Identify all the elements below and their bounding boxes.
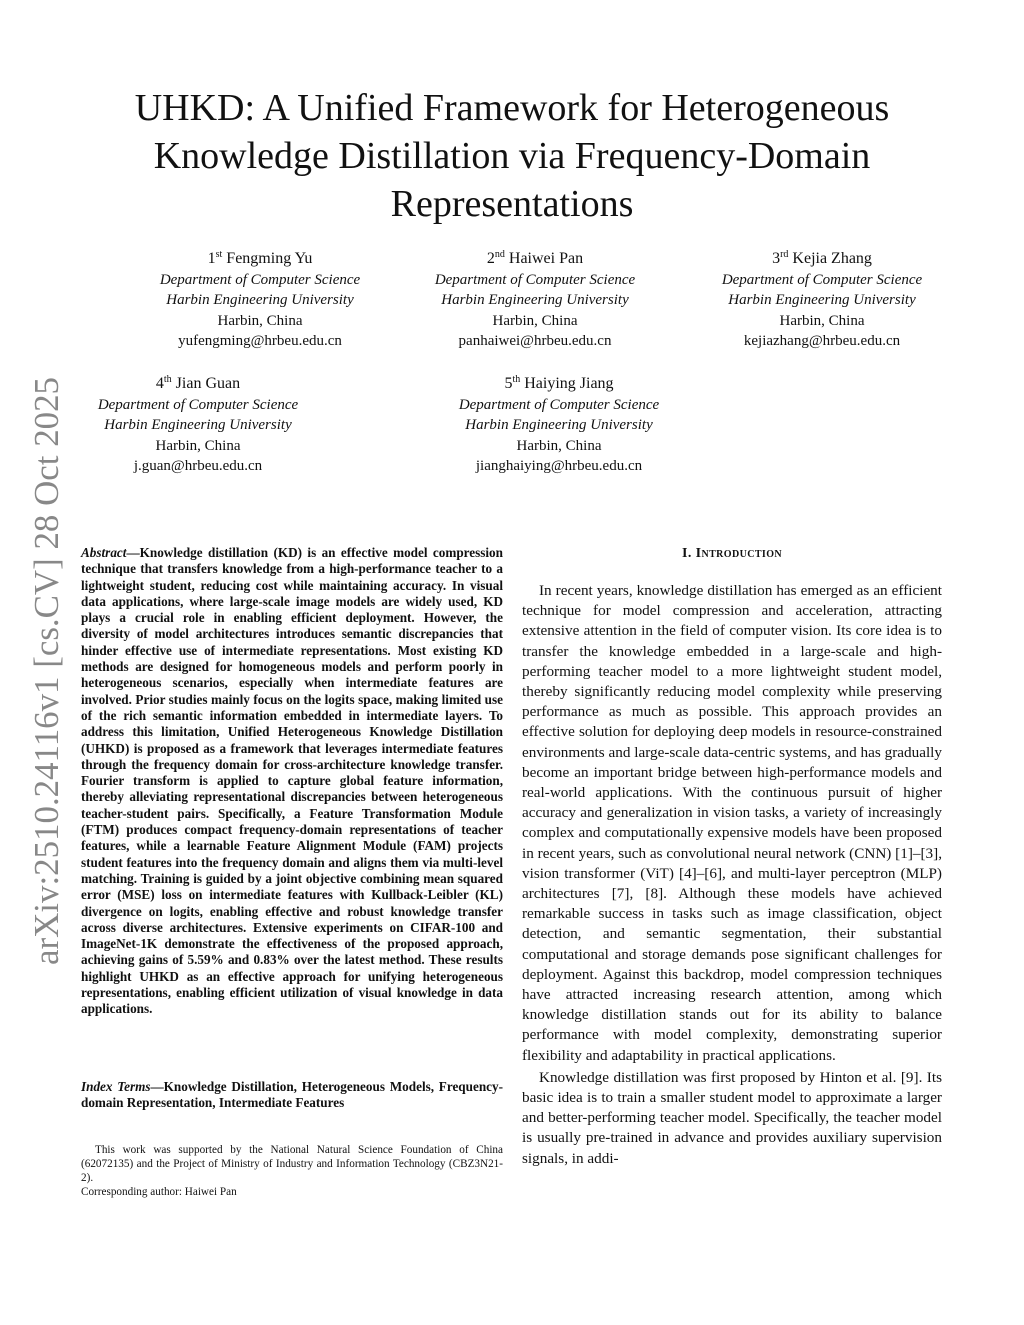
- index-terms-text: —Knowledge Distillation, Heterogeneous Models, Frequency-domain Representation, Intermediate Features: [81, 1079, 503, 1111]
- author-department: Department of Computer Science: [159, 271, 361, 288]
- author-block: [672, 249, 972, 352]
- section-title: Introduction: [695, 546, 783, 561]
- footnote-corresponding-author: Corresponding author: Haiwei Pan: [81, 1186, 237, 1198]
- author-university: Harbin Engineering University: [441, 292, 629, 308]
- paper-title: [90, 84, 934, 228]
- author-university: Harbin Engineering University: [465, 417, 653, 433]
- author-department: Department of Computer Science: [458, 396, 660, 413]
- author-email: j.guan@hrbeu.edu.cn: [133, 458, 263, 474]
- author-university: Harbin Engineering University: [728, 292, 916, 308]
- arxiv-identifier-text: arXiv:2510.24116v1 [cs.CV] 28 Oct 2025: [27, 375, 66, 965]
- author-university: Harbin Engineering University: [104, 417, 292, 433]
- author-block: [385, 249, 685, 352]
- author-block: [110, 249, 410, 352]
- index-terms: [81, 1079, 503, 1112]
- author-block: [48, 374, 348, 477]
- section-numeral: I.: [681, 546, 696, 561]
- body-paragraph: In recent years, knowledge distillation has emerged as an efficient technique for model compression and acceleration, attracting extensive attention in the field of computer vision. Its core idea is to transfer the knowledge embedded in a large-scale and high-performing teacher model to a more lightweight student model, thereby significantly reducing model complexity while preserving performance as much as possible. This approach provides an effective solution for deploying deep models in resource-constrained environments and large-scale data-centric systems, and has gradually become an important bridge between high-performance models and real-world applications. With the continuous pursuit of higher accuracy and generalization in vision tasks, a variety of increasingly complex and computationally expensive models have been proposed in recent years, such as convolutional neural network (CNN) [1]–[3], vision transformer (ViT) [4]–[6], and multi-layer perceptron (MLP) architectures [7], [8]. Although these models have achieved remarkable success in tasks such as image classification, object detection, and semantic segmentation, their substantial computational and storage demands pose significant challenges for deployment. Against this backdrop, model compression techniques have attracted increasing research attention, among which knowledge distillation stands out for its ability to balance performance with model complexity, demonstrating superior flexibility and adaptability in practical applications.: [522, 582, 942, 1064]
- abstract-text: —Knowledge distillation (KD) is an effective model compression technique that transfers knowledge from a high-performance teacher to a lightweight student, reducing cost while maintaining accuracy. In visual data applications, where large-scale image models are widely used, KD plays a crucial role in enabling efficient deployment. However, the diversity of model architectures introduces semantic discrepancies that hinder effective use of intermediate representations. Most existing KD methods are designed for homogeneous models and perform poorly in heterogeneous scenarios, especially when intermediate features are involved. Prior studies mainly focus on the logits space, making limited use of the rich semantic information embedded in intermediate layers. To address this limitation, Unified Heterogeneous Knowledge Distillation (UHKD) is proposed as a framework that leverages intermediate features through the frequency domain for cross-architecture knowledge transfer. Fourier transform is applied to capture global feature information, thereby alleviating representational discrepancies between heterogeneous teacher-student pairs. Specifically, a Feature Transformation Module (FTM) produces compact frequency-domain representations of teacher features, while a learnable Feature Alignment Module (FAM) projects student features into the frequency domain and aligns them via multi-level matching. Training is guided by a joint objective combining mean squared error (MSE) loss on intermediate features with Kullback-Leibler (KL) divergence on logits, enabling effective and robust knowledge transfer across diverse architectures. Extensive experiments on CIFAR-100 and ImageNet-1K demonstrate the effectiveness of the proposed approach, achieving gains of 5.59% and 0.83% over the latest method. These results highlight UHKD as an effective approach for unifying heterogeneous representations, enabling efficient utilization of visual knowledge in data applications.: [81, 545, 503, 1017]
- footnote: [81, 1143, 503, 1199]
- author-university: Harbin Engineering University: [166, 292, 354, 308]
- title-line: Representations: [390, 183, 634, 225]
- section-heading-introduction: [522, 546, 942, 562]
- author-name: 2nd Haiwei Pan: [486, 249, 584, 267]
- title-line: Knowledge Distillation via Frequency-Domain: [153, 135, 871, 177]
- author-name: 1st Fengming Yu: [207, 249, 313, 267]
- author-department: Department of Computer Science: [97, 396, 299, 413]
- author-email: jianghaiying@hrbeu.edu.cn: [475, 458, 643, 474]
- author-email: kejiazhang@hrbeu.edu.cn: [743, 333, 901, 349]
- author-city: Harbin, China: [492, 312, 578, 329]
- author-email: yufengming@hrbeu.edu.cn: [178, 333, 342, 349]
- author-name: 3rd Kejia Zhang: [772, 249, 872, 267]
- author-email: panhaiwei@hrbeu.edu.cn: [458, 333, 612, 349]
- author-block: [409, 374, 709, 477]
- body-paragraph: Knowledge distillation was first proposed by Hinton et al. [9]. Its basic idea is to train a smaller student model to approximate a larger and better-performing teacher model. Specifically, the teacher model is usually pre-trained in advance and provides auxiliary supervision signals, in addi-: [522, 1068, 942, 1167]
- index-terms-lead: Index Terms: [81, 1079, 151, 1094]
- abstract: [81, 545, 503, 1018]
- author-city: Harbin, China: [217, 312, 303, 329]
- author-name: 4th Jian Guan: [155, 374, 241, 392]
- author-city: Harbin, China: [779, 312, 865, 329]
- author-city: Harbin, China: [516, 437, 602, 454]
- author-city: Harbin, China: [155, 437, 241, 454]
- footnote-funding: This work was supported by the National Natural Science Foundation of China (62072135) and the Project of Ministry of Industry and Information Technology (CBZ3N21-2).: [81, 1144, 503, 1184]
- title-line: UHKD: A Unified Framework for Heterogeneous: [134, 87, 890, 129]
- abstract-lead: Abstract: [81, 545, 127, 560]
- introduction-body: [522, 581, 942, 1169]
- author-department: Department of Computer Science: [721, 271, 923, 288]
- author-name: 5th Haiying Jiang: [504, 374, 614, 392]
- author-department: Department of Computer Science: [434, 271, 636, 288]
